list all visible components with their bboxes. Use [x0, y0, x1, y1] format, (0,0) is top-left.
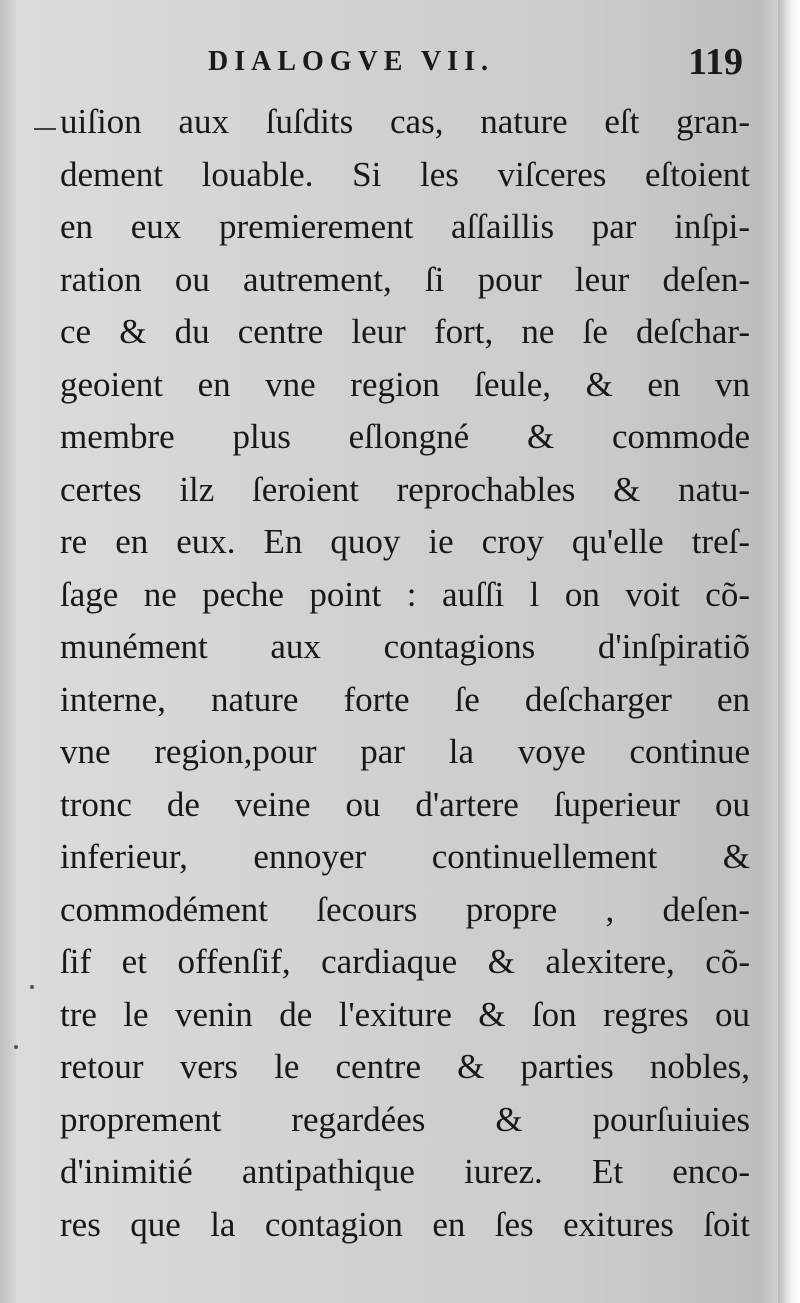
text-line: res que la contagion en ſes exitures ſoit — [60, 1204, 750, 1244]
text-line: tre le venin de l'exiture & ſon regres ou — [60, 994, 750, 1034]
text-line: munément aux contagions d'inſpiratiõ — [60, 627, 750, 666]
page-gutter-shadow — [0, 0, 16, 1303]
text-line: membre plus eſlongné & commode — [60, 417, 750, 456]
text-line: commodément ſecours propre , deſen- — [60, 889, 750, 929]
page-edge — [778, 0, 800, 1303]
text-line: vne region,pour par la voye continue — [60, 732, 750, 771]
running-head: DIALOGVE VII. — [208, 46, 494, 77]
text-line: interne, nature forte ſe deſcharger en — [60, 679, 750, 719]
text-line: dement louable. Si les viſceres eſtoient — [60, 154, 750, 194]
text-line: proprement regardées & pourſuiuies — [60, 1099, 750, 1139]
text-line: ce & du centre leur fort, ne ſe deſchar- — [60, 312, 750, 351]
text-line: re en eux. En quoy ie croy qu'elle treſ- — [60, 522, 750, 561]
text-line: geoient en vne region ſeule, & en vn — [60, 364, 750, 404]
text-line: tronc de veine ou d'artere ſuperieur ou — [60, 784, 750, 824]
text-line: retour vers le centre & parties nobles, — [60, 1047, 750, 1086]
text-line: certes ilz ſeroient reprochables & natu- — [60, 469, 750, 509]
text-line: ration ou autrement, ſi pour leur deſen- — [60, 259, 750, 299]
page-number: 119 — [688, 41, 743, 83]
text-line: ſage ne peche point : auſſi l on voit cõ- — [60, 574, 750, 614]
page-header — [208, 40, 743, 90]
text-line: d'inimitié antipathique iurez. Et enco- — [60, 1152, 750, 1191]
margin-mark — [34, 128, 56, 130]
paper-speck — [30, 985, 34, 989]
text-line: en eux premierement aſſaillis par inſpi- — [60, 207, 750, 246]
text-line: inferieur, ennoyer continuellement & — [60, 837, 750, 876]
text-line: ſif et offenſif, cardiaque & alexitere, cõ- — [60, 942, 750, 981]
text-line: uiſion aux ſuſdits cas, nature eſt gran- — [60, 102, 750, 141]
body-text — [60, 96, 750, 1251]
paper-speck — [14, 1045, 18, 1049]
